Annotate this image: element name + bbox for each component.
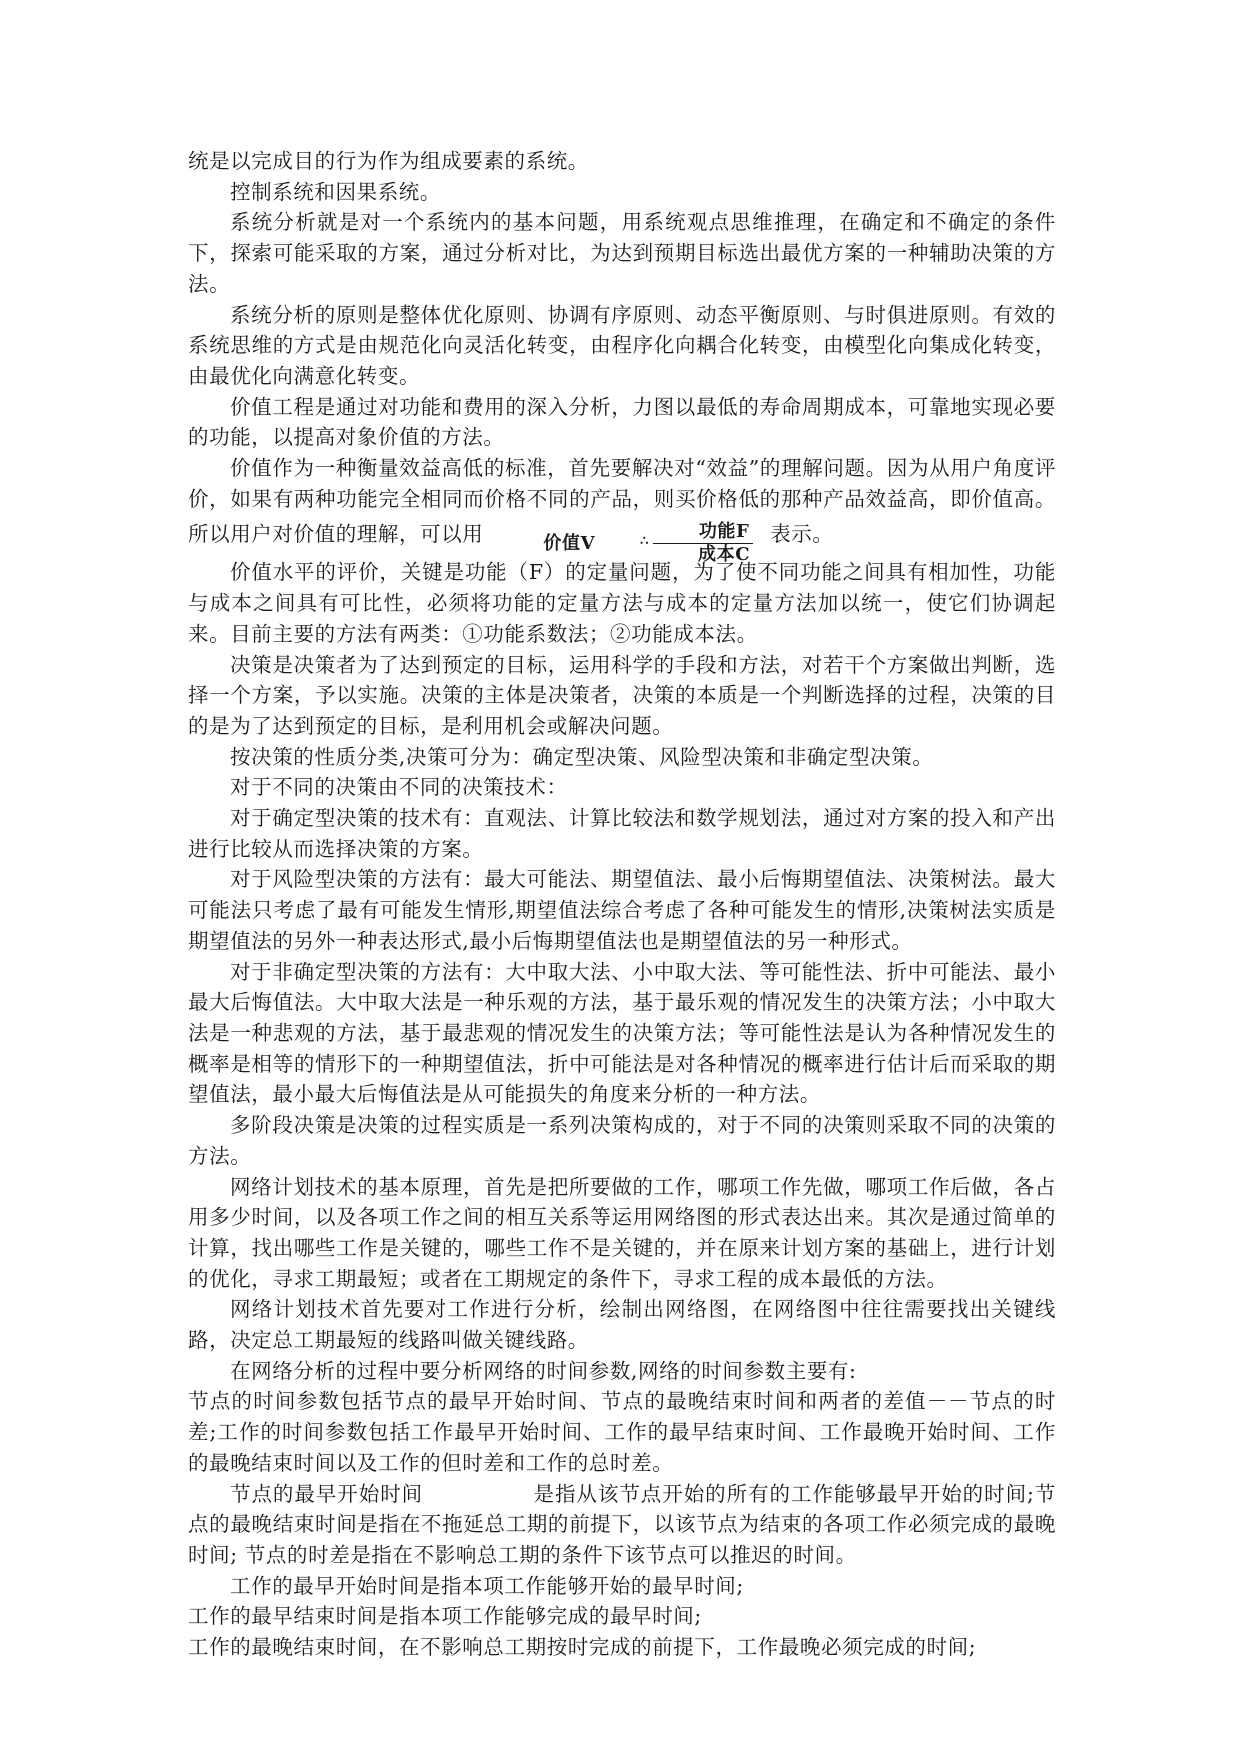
paragraph: 按决策的性质分类,决策可分为：确定型决策、风险型决策和非确定型决策。 [230, 744, 934, 769]
paragraph: 在网络分析的过程中要分析网络的时间参数,网络的时间参数主要有: [230, 1358, 857, 1383]
paragraph: 节点的时间参数包括节点的最早开始时间、节点的最晚结束时间和两者的差值－－节点的时差;工作的时间参数包括工作最早开始时间、工作的最早结束时间、工作最晚开始时间、工作的最晚结束时间以及工作的但时差和工作的总时差。 [188, 1389, 1056, 1475]
paragraph: 对于确定型决策的技术有：直观法、计算比较法和数学规划法，通过对方案的投入和产出进行比较从而选择决策的方案。 [188, 806, 1056, 861]
value-paragraph-text: 价值作为一种衡量效益高低的标准，首先要解决对“效益”的理解问题。因为从用户角度评价，如果有两种功能完全相同而价格不同的产品，则买价格低的那种产品效益高，即价值高。所以用户对价值的理解，可以用 [188, 456, 1056, 547]
paragraph: 价值水平的评价，关键是功能（F）的定量问题，为了使不同功能之间具有相加性，功能与成本之间具有可比性，必须将功能的定量方法与成本的定量方法加以统一，使它们协调起来。目前主要的方法有两类：①功能系数法；②功能成本法。 [188, 560, 1056, 646]
paragraph: 控制系统和因果系统。 [230, 179, 441, 204]
paragraph: 网络计划技术的基本原理，首先是把所要做的工作，哪项工作先做，哪项工作后做，各占用多少时间，以及各项工作之间的相互关系等运用网络图的形式表达出来。其次是通过简单的计算，找出哪些工作是关键的，哪些工作不是关键的，并在原来计划方案的基础上，进行计划的优化，寻求工期最短；或者在工期规定的条件下，寻求工程的成本最低的方法。 [188, 1174, 1056, 1291]
formula-lhs: 价值V [543, 532, 596, 554]
paragraph: 对于非确定型决策的方法有：大中取大法、小中取大法、等可能性法、折中可能法、最小最大后悔值法。大中取大法是一种乐观的方法，基于最乐观的情况发生的决策方法；小中取大法是一种悲观的方法，基于最悲观的情况发生的决策方法；等可能性法是认为各种情况发生的概率是相等的情形下的一种期望值法，折中可能法是对各种情况的概率进行估计后而采取的期望值法，最小最大后悔值法是从可能损失的角度来分析的一种方法。 [188, 959, 1056, 1107]
paragraph: 对于风险型决策的方法有：最大可能法、期望值法、最小后悔期望值法、决策树法。最大可能法只考虑了最有可能发生情形,期望值法综合考虑了各种可能发生的情形,决策树法实质是期望值法的另外一种表达形式,最小后悔期望值法也是期望值法的另一种形式。 [188, 867, 1056, 953]
value-paragraph [188, 453, 1056, 566]
paragraph: 统是以完成目的行为作为组成要素的系统。 [188, 149, 589, 173]
formula-denominator: 成本C [698, 544, 751, 566]
paragraph: 价值工程是通过对功能和费用的深入分析，力图以最低的寿命周期成本，可靠地实现必要的功能，以提高对象价值的方法。 [188, 394, 1056, 450]
formula-symbol: ∴ [640, 533, 650, 549]
paragraph: 对于不同的决策由不同的决策技术： [230, 775, 568, 800]
paragraph: 系统分析就是对一个系统内的基本问题，用系统观点思维推理，在确定和不确定的条件下，探索可能采取的方案，通过分析对比，为达到预期目标选出最优方案的一种辅助决策的方法。 [188, 210, 1056, 296]
value-paragraph-tail: 表示。 [770, 522, 834, 547]
document-body [188, 146, 1056, 1663]
formula-fraction [652, 522, 754, 565]
paragraph: 工作的最晚结束时间，在不影响总工期按时完成的前提下，工作最晚必须完成的时间; [188, 1635, 977, 1660]
node-paragraph-rest: 是指从该节点开始的所有的工作能够最早开始的时间;节点的最晚结束时间是指在不拖延总工期的前提下，以该节点为结束的各项工作必须完成的最晚时间; 节点的时差是指在不影响总工期的条件下该节点可以推迟的时间。 [188, 1481, 1057, 1567]
paragraph: 工作的最早结束时间是指本项工作能够完成的最早时间; [188, 1604, 702, 1629]
node-paragraph [188, 1479, 1056, 1571]
formula-numerator: 功能F [653, 522, 754, 544]
value-formula [501, 522, 754, 565]
paragraph: 网络计划技术首先要对工作进行分析，绘制出网络图，在网络图中往往需要找出关键线路，决定总工期最短的线路叫做关键线路。 [188, 1297, 1056, 1353]
paragraph: 多阶段决策是决策的过程实质是一系列决策构成的，对于不同的决策则采取不同的决策的方法。 [188, 1113, 1056, 1168]
paragraph: 决策是决策者为了达到预定的目标，运用科学的手段和方法，对若干个方案做出判断，选择一个方案，予以实施。决策的主体是决策者，决策的本质是一个判断选择的过程，决策的目的是为了达到预定的目标，是利用机会或解决问题。 [188, 652, 1056, 738]
paragraph: 系统分析的原则是整体优化原则、协调有序原则、动态平衡原则、与时俱进原则。有效的系统思维的方式是由规范化向灵活化转变，由程序化向耦合化转变，由模型化向集成化转变，由最优化向满意化转变。 [188, 302, 1056, 388]
paragraph: 工作的最早开始时间是指本项工作能够开始的最早时间; [230, 1573, 744, 1598]
node-paragraph-lead: 节点的最早开始时间 [230, 1481, 424, 1506]
